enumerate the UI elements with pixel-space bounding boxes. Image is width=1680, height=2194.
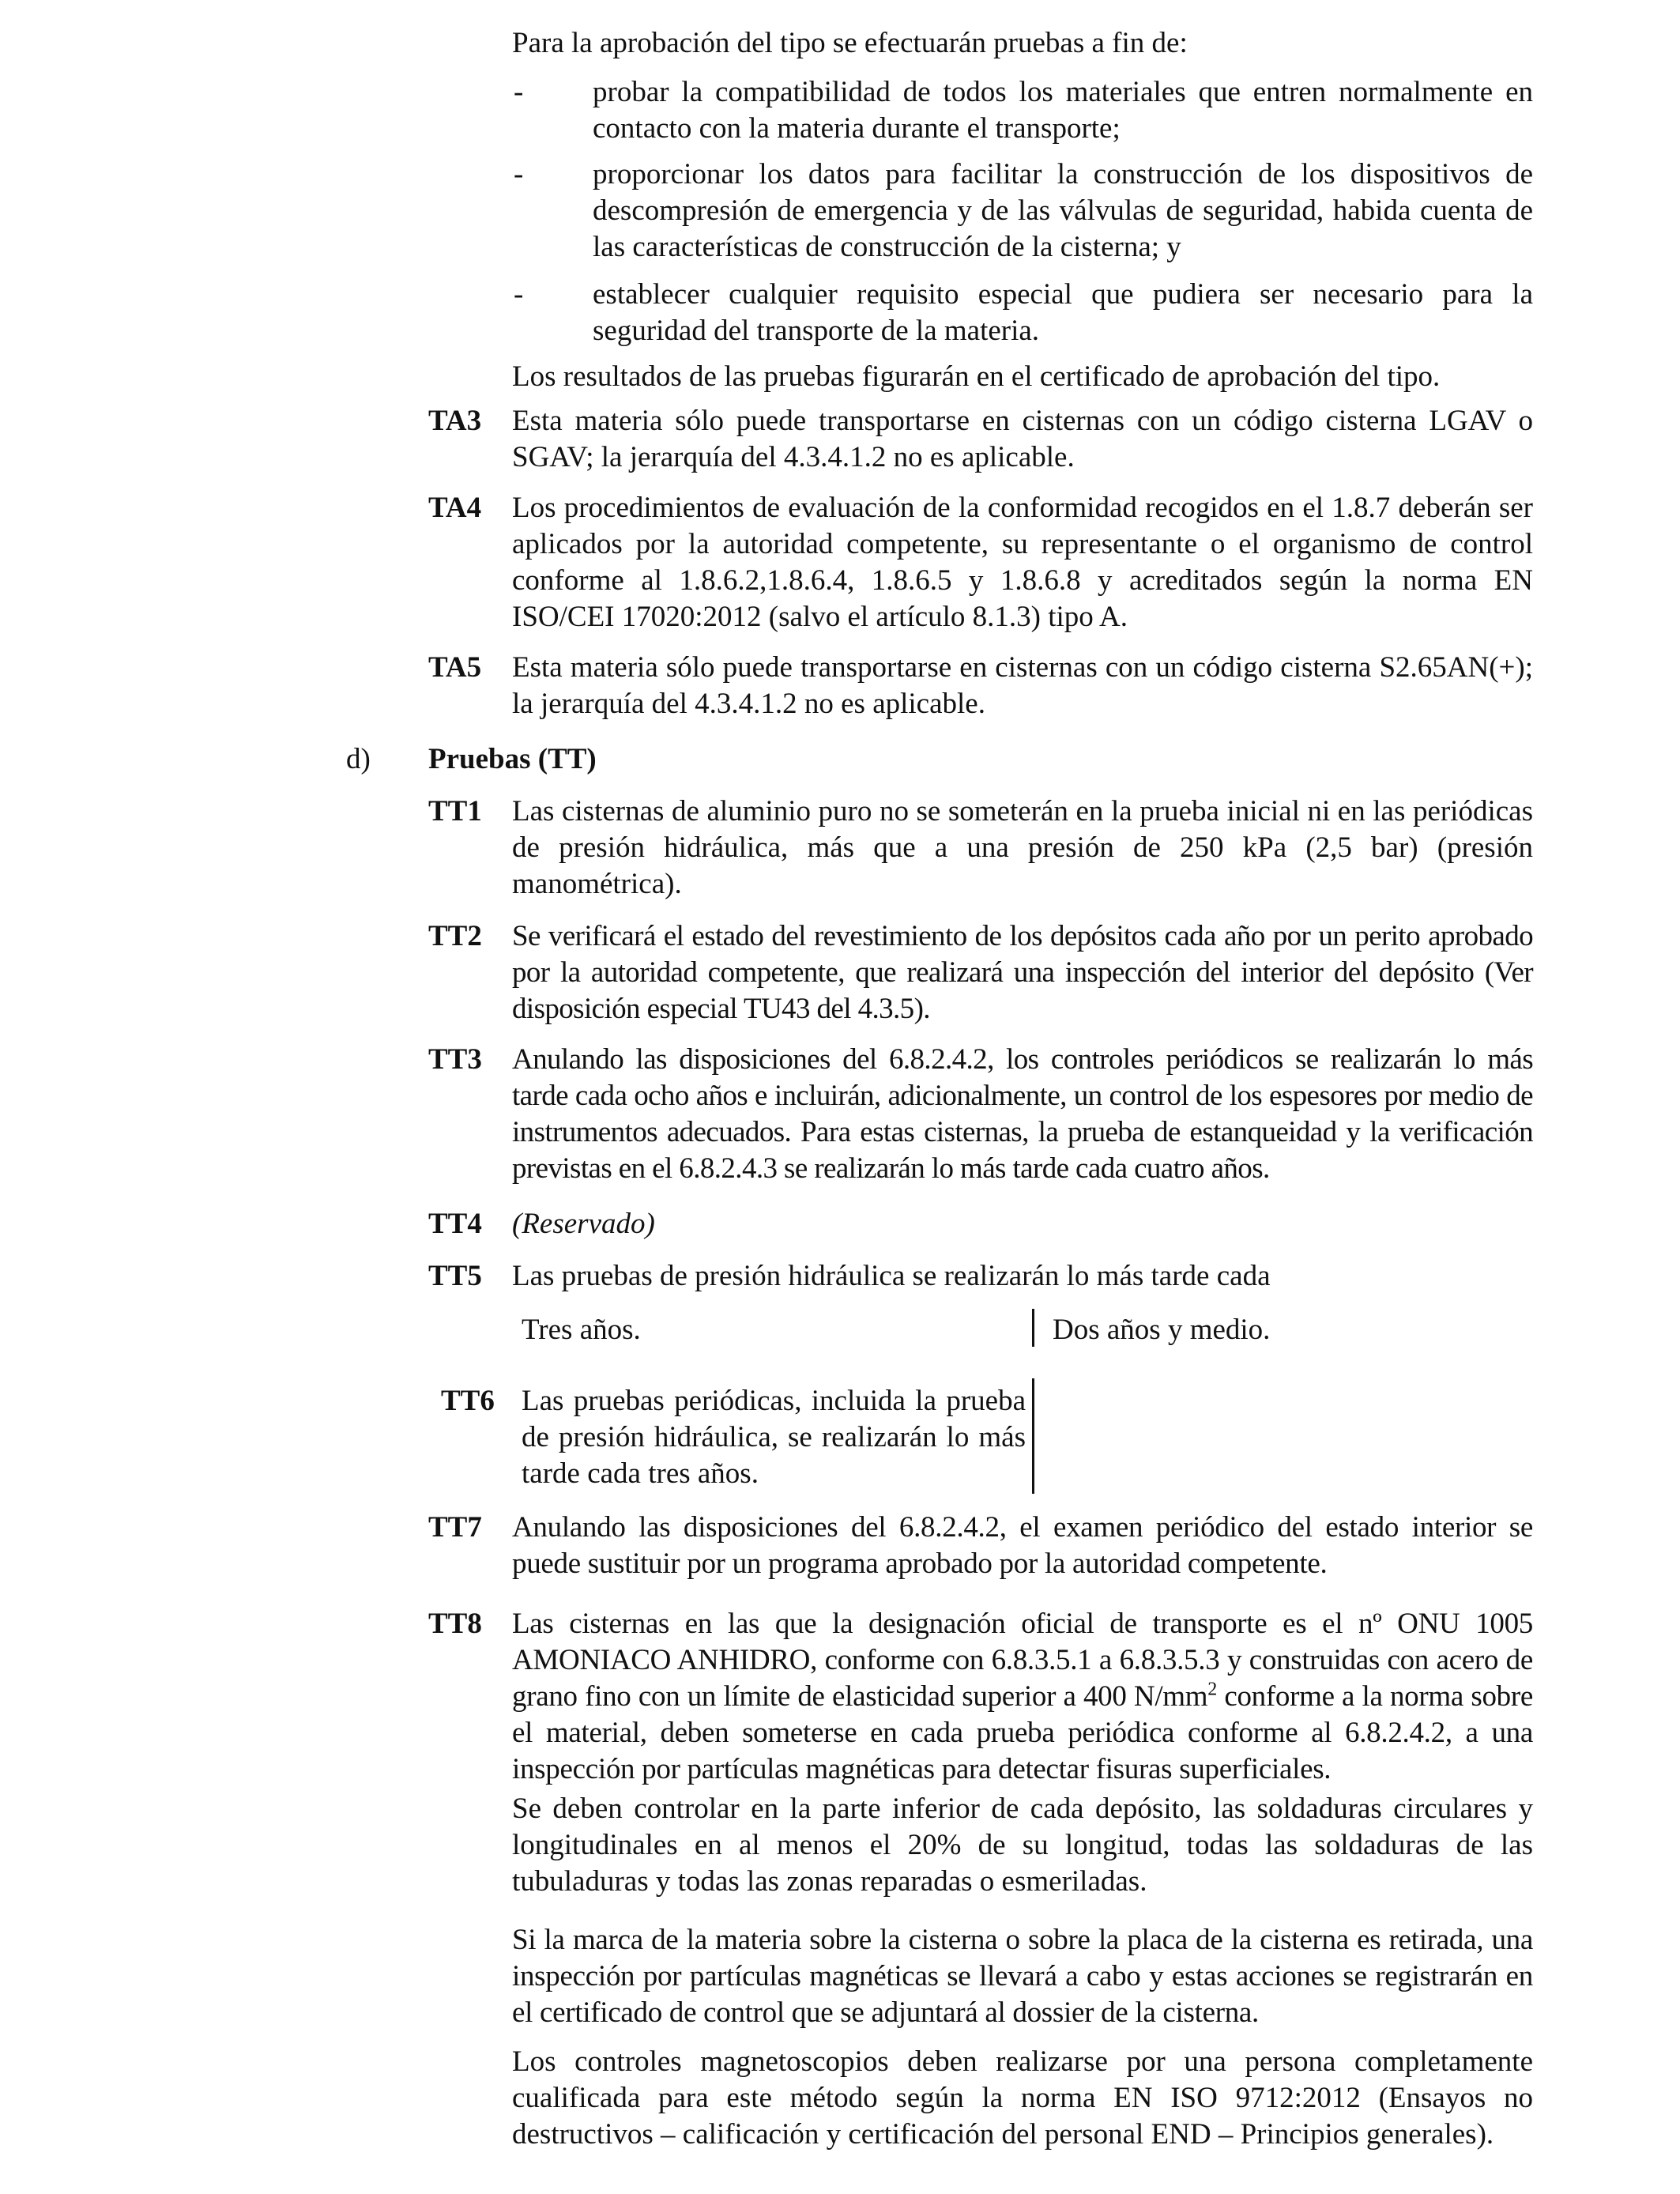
intro-paragraph: Para la aprobación del tipo se efectuarán pruebas a fin de: [512, 27, 1188, 59]
bullet-dash: - [514, 158, 524, 190]
bullet-item-3: establecer cualquier requisito especial que pudiera ser necesario para la seguridad del transporte de la materia. [593, 278, 1533, 347]
bullet-item-1: probar la compatibilidad de todos los materiales que entren normalmente en contacto con la materia durante el transporte; [593, 76, 1533, 145]
code-tt2: TT2 [428, 920, 482, 952]
code-ta3: TA3 [428, 405, 482, 437]
tt5-right-column: Dos años y medio. [1053, 1314, 1271, 1346]
code-ta4: TA4 [428, 492, 482, 524]
text-ta4: Los procedimientos de evaluación de la conformidad recogidos en el 1.8.7 deberán ser aplicados por la autoridad competente, su representante o el organismo de control conforme al 1.8.6.2,1.8.6.4, 1.8.6.5 y 1.8.6.8 y acreditados según la norma EN ISO/CEI 17020:2012 (salvo el artículo 8.1.3) tipo A. [512, 492, 1533, 633]
section-title: Pruebas (TT) [428, 743, 597, 775]
bullet-dash: - [514, 278, 524, 311]
code-tt7: TT7 [428, 1511, 482, 1544]
text-tt8-p1 [512, 1606, 1533, 1788]
tt8-p1-part-a: Las cisternas en las que la designación oficial de transporte es el nº ONU 1005 AMONIACO ANHIDRO, conforme con 6.8.3.5.1 a 6.8.3.5.3 y construidas con acero de grano fino con un límite de elasticidad superior a 400 N/mm [512, 1608, 1533, 1713]
text-tt1: Las cisternas de aluminio puro no se someterán en la prueba inicial ni en las periódicas de presión hidráulica, más que a una presión de 250 kPa (2,5 bar) (presión manométrica). [512, 795, 1533, 900]
text-tt8-p2: Se deben controlar en la parte inferior de cada depósito, las soldaduras circulares y longitudinales en al menos el 20% de su longitud, todas las soldaduras de las tubuladuras y todas las zonas reparadas o esmeriladas. [512, 1793, 1533, 1898]
code-tt4: TT4 [428, 1208, 482, 1240]
code-tt3: TT3 [428, 1043, 482, 1076]
text-tt7: Anulando las disposiciones del 6.8.2.4.2, el examen periódico del estado interior se puede sustituir por un programa aprobado por la autoridad competente. [512, 1511, 1533, 1580]
text-tt3: Anulando las disposiciones del 6.8.2.4.2, los controles periódicos se realizarán lo más tarde cada ocho años e incluirán, adicionalmente, un control de los espesores por medio de instrumentos adecuados. Para estas cisternas, la prueba de estanqueidad y la verificación previstas en el 6.8.2.4.3 se realizarán lo más tarde cada cuatro años. [512, 1043, 1533, 1185]
tt5-left-column: Tres años. [522, 1314, 641, 1346]
bullet-dash: - [514, 76, 524, 108]
code-tt8: TT8 [428, 1608, 482, 1640]
results-paragraph: Los resultados de las pruebas figurarán en el certificado de aprobación del tipo. [512, 360, 1441, 393]
text-tt5: Las pruebas de presión hidráulica se realizarán lo más tarde cada [512, 1260, 1271, 1292]
text-tt8-p3: Si la marca de la materia sobre la cisterna o sobre la placa de la cisterna es retirada, una inspección por partículas magnéticas se llevará a cabo y estas acciones se registrarán en el certificado de control que se adjuntará al dossier de la cisterna. [512, 1924, 1533, 2029]
bullet-item-2: proporcionar los datos para facilitar la construcción de los dispositivos de descompresión de emergencia y de las válvulas de seguridad, habida cuenta de las características de construcción de la cisterna; y [593, 158, 1533, 263]
text-tt2: Se verificará el estado del revestimiento de los depósitos cada año por un perito aprobado por la autoridad competente, que realizará una inspección del interior del depósito (Ver disposición especial TU43 del 4.3.5). [512, 920, 1533, 1025]
section-letter: d) [346, 743, 371, 775]
text-ta5: Esta materia sólo puede transportarse en cisternas con un código cisterna S2.65AN(+); la jerarquía del 4.3.4.1.2 no es aplicable. [512, 651, 1533, 720]
code-ta5: TA5 [428, 651, 482, 684]
tt8-p1-part-b: conforme a la norma sobre el material, deben someterse en cada prueba periódica conforme al 6.8.2.4.2, a una inspección por partículas magnéticas para detectar fisuras superficiales. [512, 1680, 1533, 1785]
column-divider [1032, 1309, 1034, 1347]
code-tt6: TT6 [441, 1385, 495, 1417]
code-tt5: TT5 [428, 1260, 482, 1292]
code-tt1: TT1 [428, 795, 482, 827]
text-tt8-p4: Los controles magnetoscopios deben realizarse por una persona completamente cualificada para este método según la norma EN ISO 9712:2012 (Ensayos no destructivos – calificación y certificación del personal END – Principios generales). [512, 2045, 1533, 2151]
column-divider [1032, 1378, 1034, 1494]
text-tt6: Las pruebas periódicas, incluida la prueba de presión hidráulica, se realizarán lo más tarde cada tres años. [522, 1385, 1026, 1490]
superscript: 2 [1207, 1679, 1217, 1700]
text-ta3: Esta materia sólo puede transportarse en cisternas con un código cisterna LGAV o SGAV; la jerarquía del 4.3.4.1.2 no es aplicable. [512, 405, 1533, 473]
text-tt4: (Reservado) [512, 1208, 655, 1240]
